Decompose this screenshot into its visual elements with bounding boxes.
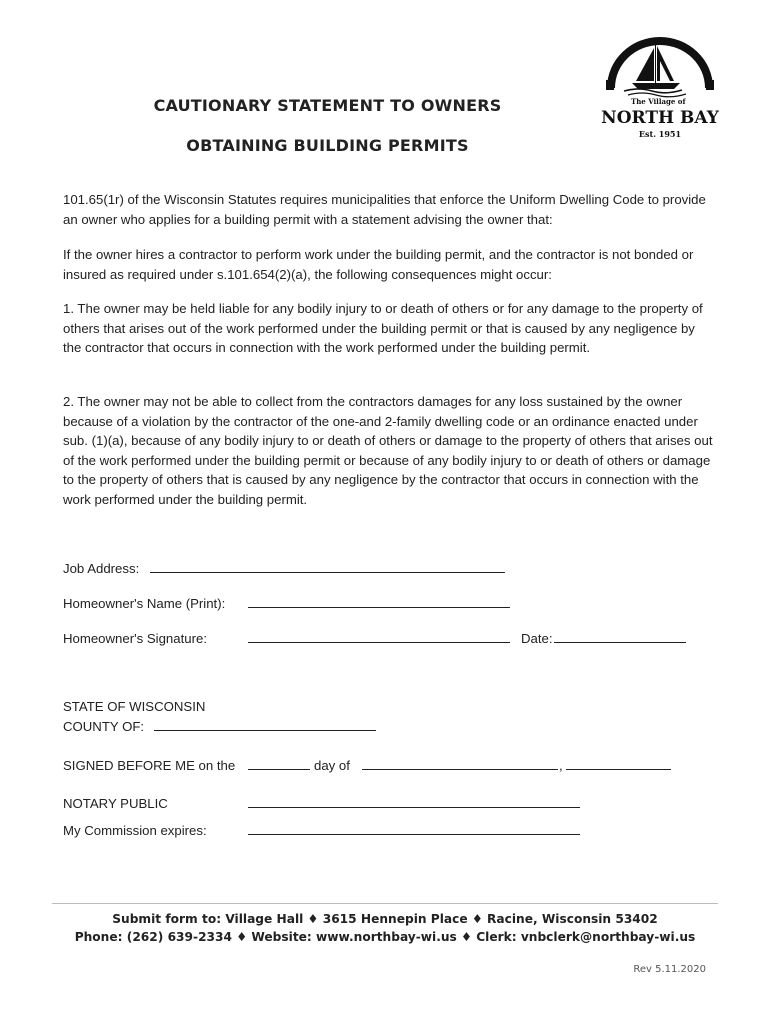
commission-expires-label: My Commission expires: (63, 823, 207, 838)
notary-public-line[interactable] (248, 807, 580, 808)
footer-address: Submit form to: Village Hall ♦ 3615 Hennepin Place ♦ Racine, Wisconsin 53402 (112, 912, 658, 926)
document-title-line-2: OBTAINING BUILDING PERMITS (186, 136, 469, 155)
footer-contact: Phone: (262) 639-2334 ♦ Website: www.northbay-wi.us ♦ Clerk: vnbclerk@northbay-wi.us (74, 930, 696, 944)
logo-established: Est. 1951 (638, 129, 682, 139)
county-label: COUNTY OF: (63, 719, 145, 734)
date-line[interactable] (554, 642, 686, 643)
homeowner-name-line[interactable] (248, 607, 510, 608)
homeowner-name-label: Homeowner's Name (Print): (63, 596, 226, 611)
signed-month-line[interactable] (362, 769, 558, 770)
document-title-line-1: CAUTIONARY STATEMENT TO OWNERS (153, 96, 502, 115)
footer-divider (52, 903, 718, 904)
date-label: Date: (521, 631, 553, 646)
homeowner-signature-line[interactable] (248, 642, 510, 643)
revision-date: Rev 5.11.2020 (633, 964, 706, 975)
consequence-1-paragraph: 1. The owner may be held liable for any bodily injury to or death of others or for any damage to the property of others that arises out of the work performed under the building permit or that is caused by any negligence by the contractor that occurs in connection with the work performed under the building permit. (63, 301, 703, 355)
contractor-paragraph: If the owner hires a contractor to perform work under the building permit, and the contractor is not bonded or insured as required under s.101.654(2)(a), the following consequences might occur: (63, 247, 694, 282)
day-of-label: day of (314, 758, 350, 773)
job-address-label: Job Address: (63, 561, 140, 576)
village-logo (598, 34, 722, 144)
notary-public-label: NOTARY PUBLIC (63, 796, 168, 811)
logo-top-text: The Village of (631, 97, 686, 106)
logo-village-name: NORTH BAY (601, 108, 719, 128)
signed-day-line[interactable] (248, 769, 310, 770)
state-label: STATE OF WISCONSIN (63, 699, 206, 714)
signed-before-label: SIGNED BEFORE ME on the (63, 758, 236, 773)
commission-expires-line[interactable] (248, 834, 580, 835)
consequence-2-paragraph: 2. The owner may not be able to collect from the contractors damages for any loss sustained by the owner because of a violation by the contractor of the one-and 2-family dwelling code or an ordinance enacted under sub. (1)(a), because of any bodily injury to or death of others or damage to the property of others that arises out of the work performed under the building permit or because of any bodily injury to or death of others or damage to the property of others that is caused by any negligence by the contractor that occurs in connection with the work performed under the building permit. (63, 394, 713, 507)
county-line[interactable] (154, 730, 376, 731)
signed-year-line[interactable] (566, 769, 671, 770)
homeowner-signature-label: Homeowner's Signature: (63, 631, 207, 646)
job-address-line[interactable] (150, 572, 505, 573)
statute-paragraph: 101.65(1r) of the Wisconsin Statutes requires municipalities that enforce the Uniform Dwelling Code to provide an owner who applies for a building permit with a statement advising the owner that: (63, 192, 706, 227)
comma-separator: , (559, 758, 563, 773)
